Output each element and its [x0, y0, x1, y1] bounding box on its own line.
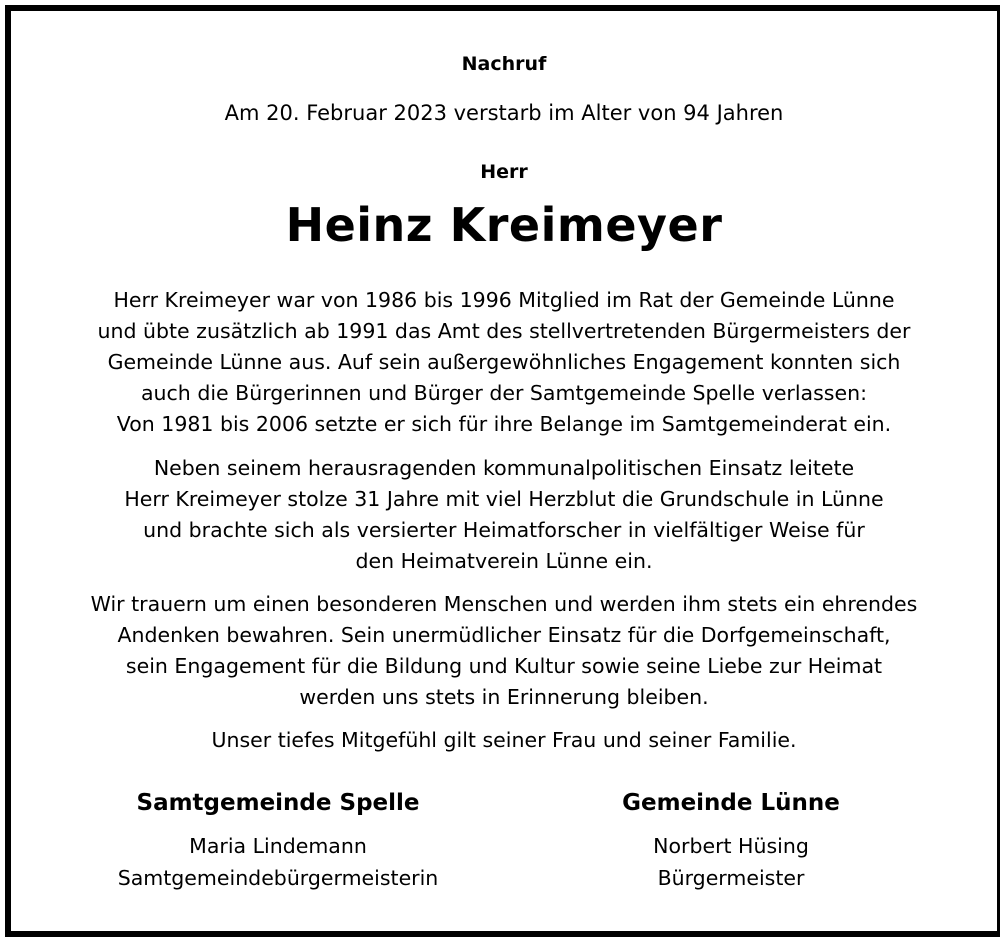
- paragraph-line: und übte zusätzlich ab 1991 das Amt des stellvertretenden Bürgermeisters der: [97, 319, 911, 343]
- paragraph-line: Andenken bewahren. Sein unermüdlicher Einsatz für die Dorfgemeinschaft,: [117, 623, 891, 647]
- signature-role: Samtgemeindebürgermeisterin: [117, 866, 439, 890]
- obituary-frame: [5, 5, 1000, 937]
- paragraph-line: sein Engagement für die Bildung und Kultur sowie seine Liebe zur Heimat: [125, 654, 883, 678]
- signature-organization: Samtgemeinde Spelle: [136, 790, 420, 816]
- paragraph-line: Von 1981 bis 2006 setzte er sich für ihre Belange im Samtgemeinderat ein.: [116, 412, 892, 436]
- notice-intro: Am 20. Februar 2023 verstarb im Alter von 94 Jahren: [224, 101, 784, 125]
- paragraph-mourning: [11, 589, 997, 713]
- deceased-name: Heinz Kreimeyer: [285, 198, 723, 252]
- paragraph-line: Unser tiefes Mitgefühl gilt seiner Frau und seiner Familie.: [211, 728, 797, 752]
- paragraph-line: auch die Bürgerinnen und Bürger der Samtgemeinde Spelle verlassen:: [140, 381, 867, 405]
- signature-spelle: [68, 788, 488, 894]
- signature-person: Maria Lindemann: [189, 834, 367, 858]
- paragraph-line: Herr Kreimeyer stolze 31 Jahre mit viel Herzblut die Grundschule in Lünne: [124, 487, 884, 511]
- paragraph-line: den Heimatverein Lünne ein.: [355, 549, 653, 573]
- paragraph-line: und brachte sich als versierter Heimatforscher in vielfältiger Weise für: [143, 518, 865, 542]
- salutation: Herr: [480, 161, 528, 183]
- signature-role: Bürgermeister: [657, 866, 805, 890]
- paragraph-line: werden uns stets in Erinnerung bleiben.: [299, 685, 709, 709]
- notice-heading: Nachruf: [461, 53, 547, 75]
- paragraph-line: Wir trauern um einen besonderen Menschen und werden ihm stets ein ehrendes: [90, 592, 918, 616]
- paragraph-line: Herr Kreimeyer war von 1986 bis 1996 Mitglied im Rat der Gemeinde Lünne: [113, 288, 895, 312]
- paragraph-line: Gemeinde Lünne aus. Auf sein außergewöhnliches Engagement konnten sich: [107, 350, 901, 374]
- signature-luenne: [521, 788, 941, 894]
- paragraph-condolence: [11, 725, 997, 756]
- signature-person: Norbert Hüsing: [653, 834, 809, 858]
- signature-organization: Gemeinde Lünne: [622, 790, 840, 816]
- paragraph-line: Neben seinem herausragenden kommunalpolitischen Einsatz leitete: [153, 456, 855, 480]
- paragraph-career: [11, 285, 997, 440]
- paragraph-school: [11, 453, 997, 577]
